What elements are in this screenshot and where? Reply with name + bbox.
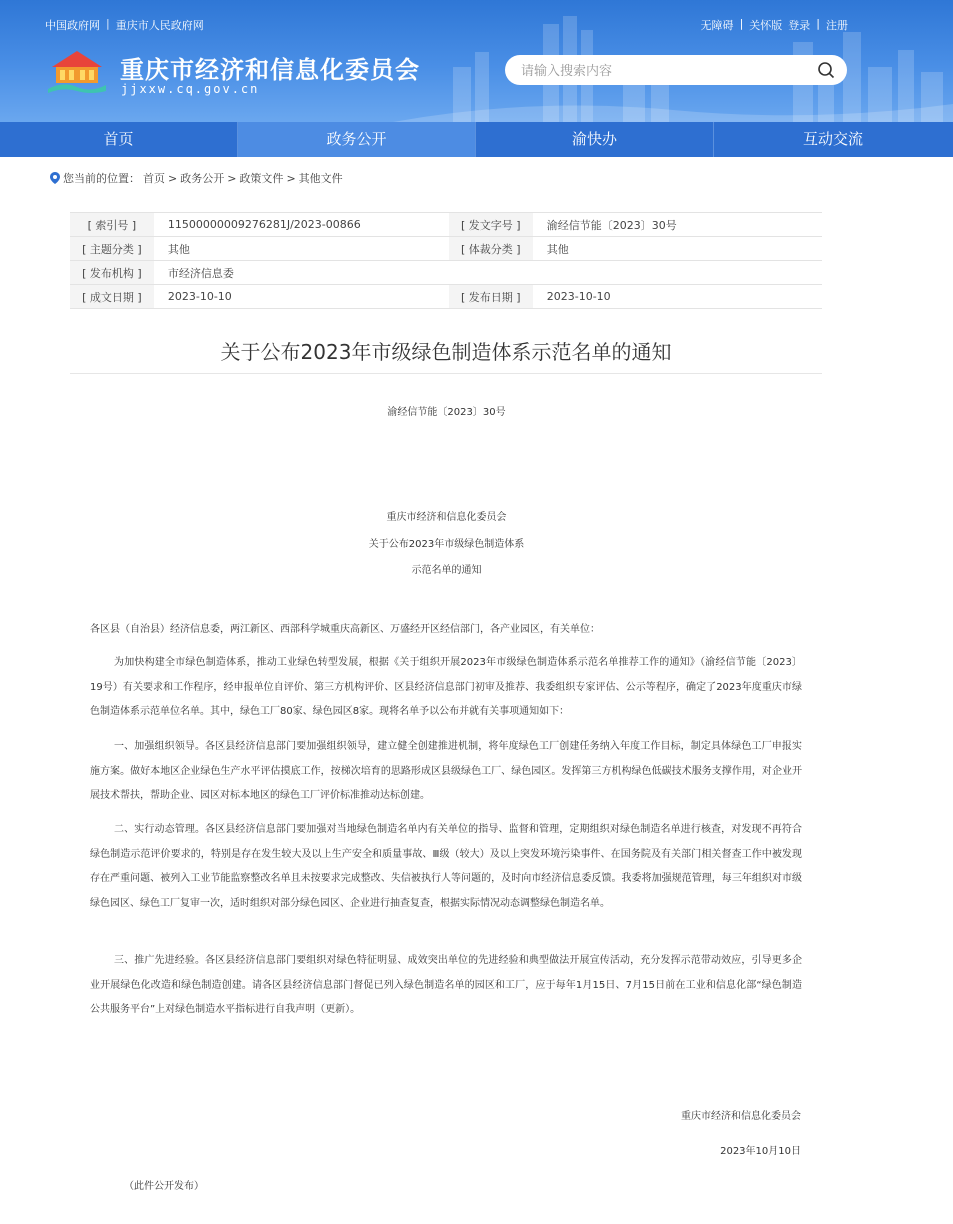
breadcrumb-policy-documents[interactable]: 政策文件 [239, 172, 284, 185]
meta-value-index-number: 11500000009276281J/2023-00866 [154, 213, 449, 237]
gov-links [45, 17, 204, 33]
breadcrumb-government-affairs[interactable]: 政务公开 [180, 172, 225, 185]
nav-interaction[interactable]: 互动交流 [802, 130, 863, 148]
login-link[interactable]: 登录 [788, 19, 811, 32]
doc-paragraph-2: 一、加强组织领导。各区县经济信息部门要加强组织领导，建立健全创建推进机制，将年度绿色工厂创建任务纳入年度工作目标，制定具体绿色工厂申报实施方案。做好本地区企业绿色生产水平评估摸底工作，按梯次培育的思路形成区县级绿色工厂、绿色园区。发挥第三方机构绿色低碳技术服务支撑作用，对企业开展技术帮扶，帮助企业、园区对标本地区的绿色工厂评价标准推动达标创建。 [90, 741, 802, 801]
meta-label-topic: [ 主题分类 ] [70, 237, 154, 261]
search-icon[interactable] [817, 61, 835, 79]
breadcrumb-other-documents[interactable]: 其他文件 [298, 172, 343, 185]
meta-label-document-number: [ 发文字号 ] [449, 213, 533, 237]
table-row [70, 213, 822, 237]
gov-link-chongqing[interactable]: 重庆市人民政府网 [115, 19, 204, 32]
nav-government-affairs[interactable]: 政务公开 [238, 122, 476, 157]
register-link[interactable]: 注册 [826, 19, 848, 32]
meta-value-genre: 其他 [533, 237, 822, 261]
breadcrumb-separator: > [227, 171, 237, 185]
doc-paragraph-4: 三、推广先进经验。各区县经济信息部门要组织对绿色特征明显、成效突出单位的先进经验和典型做法开展宣传活动，充分发挥示范带动效应，引导更多企业开展绿色化改造和绿色制造创建。请各区县经济信息部门督促已列入绿色制造名单的园区和工厂，应于每年1月15日、7月15日前在工业和信息化部“绿色制造公共服务平台”上对绿色制造水平指标进行自我声明（更新）。 [90, 955, 802, 1015]
link-separator: | [816, 17, 820, 30]
breadcrumb-separator: > [168, 171, 178, 185]
site-header [0, 0, 953, 122]
doc-heading-line1: 关于公布2023年市级绿色制造体系 [368, 539, 525, 550]
doc-paragraph-1: 为加快构建全市绿色制造体系，推动工业绿色转型发展，根据《关于组织开展2023年市级绿色制造体系示范名单推荐工作的通知》（渝经信节能〔2023〕19号）有关要求和工作程序，经申报单位自评价、第三方机构评价、区县经济信息部门初审及推荐、我委组织专家评估、公示等程序，确定了2023年度重庆市绿色制造体系示范单位名单。其中，绿色工厂80家、绿色园区8家。现将名单予以公布并就有关事项通知如下： [90, 657, 802, 717]
user-links [701, 17, 848, 33]
doc-salutation: 各区县（自治县）经济信息委，两江新区、西部科学城重庆高新区、万盛经开区经信部门，各产业园区，有关单位： [90, 624, 600, 635]
care-mode-link[interactable]: 关怀版 [749, 19, 783, 32]
meta-label-written-date: [ 成文日期 ] [70, 285, 154, 309]
meta-label-genre: [ 体裁分类 ] [449, 237, 533, 261]
meta-value-written-date: 2023-10-10 [154, 285, 449, 309]
search-box [505, 55, 847, 85]
nav-home[interactable]: 首页 [0, 122, 238, 157]
gov-link-central[interactable]: 中国政府网 [45, 19, 100, 32]
search-input[interactable] [519, 60, 813, 82]
meta-label-publisher: [ 发布机构 ] [70, 261, 154, 285]
meta-label-publish-date: [ 发布日期 ] [449, 285, 533, 309]
nav-yukuaiban[interactable]: 渝快办 [476, 122, 714, 157]
meta-label-index-number: [ 索引号 ] [70, 213, 154, 237]
meta-empty-cell [449, 261, 822, 285]
table-row [70, 261, 822, 285]
meta-value-document-number: 渝经信节能〔2023〕30号 [533, 213, 822, 237]
table-row [70, 285, 822, 309]
link-separator: | [106, 17, 110, 30]
document-metadata-table [70, 212, 822, 309]
meta-value-publisher: 市经济信息委 [154, 261, 449, 285]
doc-number: 渝经信节能〔2023〕30号 [387, 407, 506, 418]
doc-signature-org: 重庆市经济和信息化委员会 [681, 1111, 801, 1122]
meta-value-topic: 其他 [154, 237, 449, 261]
title-divider [70, 373, 822, 374]
main-nav [0, 122, 953, 157]
breadcrumb-prefix: 您当前的位置： [63, 172, 140, 185]
breadcrumb-home[interactable]: 首页 [143, 172, 165, 185]
location-pin-icon [50, 172, 60, 184]
doc-heading-line2: 示范名单的通知 [411, 565, 482, 576]
site-title[interactable]: 重庆市经济和信息化委员会 [120, 56, 420, 84]
page-title: 关于公布2023年市级绿色制造体系示范名单的通知 [220, 340, 672, 364]
doc-paragraph-3: 二、实行动态管理。各区县经济信息部门要加强对当地绿色制造名单内有关单位的指导、监督和管理，定期组织对绿色制造名单进行核查，对发现不再符合绿色制造示范评价要求的，特别是存在发生较大及以上生产安全和质量事故、Ⅲ级（较大）及以上突发环境污染事件、在国务院及有关部门相关督查工作中被发现存在严重问题、被列入工业节能监察整改名单且未按要求完成整改、失信被执行人等问题的，及时向市经济信息委反馈。我委将加强规范管理，每三年组织对市级绿色园区、绿色工厂复审一次，适时组织对部分绿色园区、企业进行抽查复查，根据实际情况动态调整绿色制造名单。 [90, 824, 802, 909]
table-row [70, 237, 822, 261]
site-logo-icon[interactable] [48, 45, 106, 95]
accessibility-link[interactable]: 无障碍 [700, 19, 734, 32]
doc-publication-note: （此件公开发布） [124, 1181, 204, 1192]
meta-value-publish-date: 2023-10-10 [533, 285, 822, 309]
doc-signature-date: 2023年10月10日 [720, 1146, 801, 1157]
breadcrumb [50, 170, 343, 186]
site-domain: jjxxw.cq.gov.cn [121, 82, 260, 96]
link-separator: | [739, 17, 744, 30]
doc-heading-org: 重庆市经济和信息化委员会 [386, 512, 507, 523]
breadcrumb-separator: > [286, 171, 296, 185]
